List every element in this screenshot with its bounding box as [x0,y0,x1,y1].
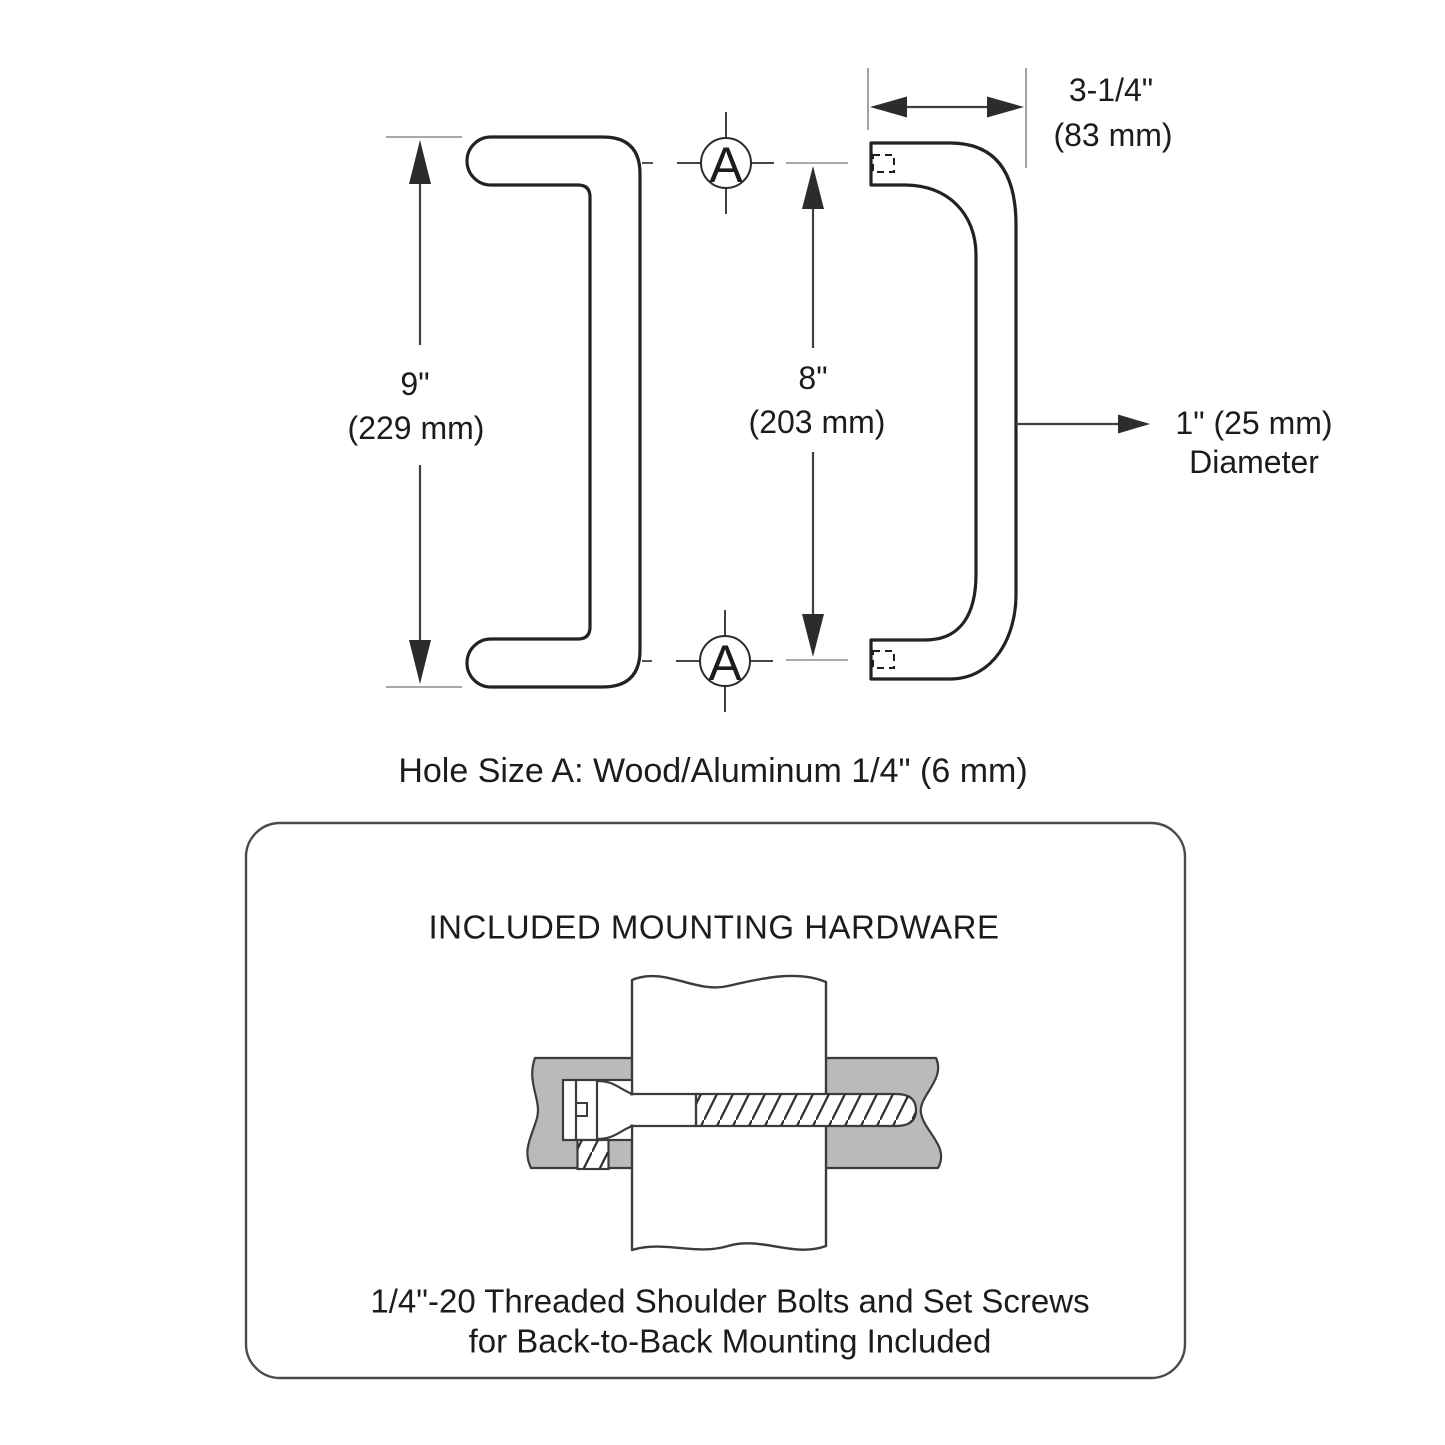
diameter-leader-arrow [1118,415,1150,434]
hardware-caption-line2: for Back-to-Back Mounting Included [468,1322,992,1360]
projection-arrow-left [870,97,907,118]
diameter-leader [1016,415,1150,434]
left-handle-outline [467,137,640,687]
dim-projection-metric: (83 mm) [1053,117,1173,153]
hole-size-note: Hole Size A: Wood/Aluminum 1/4" (6 mm) [398,752,1028,790]
projection-arrow-right [987,97,1024,118]
dim-overall-metric: (229 mm) [347,410,485,446]
bolt-shank [629,1096,697,1125]
ctc-arrow-up [802,166,824,209]
bolt-threads-hatch [696,1094,916,1126]
right-handle-side-view [871,143,1016,679]
overall-arrow-up [409,140,431,184]
ctc-arrow-down [802,614,824,657]
dim-projection-value: 3-1/4" [1068,72,1154,108]
set-screw-hatch [578,1140,609,1169]
dim-diameter-value: 1" (25 mm) [1175,405,1333,441]
right-handle-outline [871,143,1016,679]
overall-arrow-down [409,640,431,684]
hardware-box-title: INCLUDED MOUNTING HARDWARE [428,908,1000,946]
dim-overall-value: 9" [400,366,430,402]
hardware-caption-line1: 1/4"-20 Threaded Shoulder Bolts and Set Screws [370,1282,1090,1320]
dim-diameter-label: Diameter [1189,444,1319,480]
hole-symbol-label-top: A [709,137,743,193]
left-handle-front-view [467,137,640,687]
dim-ctc-value: 8" [798,360,828,396]
hole-symbol-label-bottom: A [708,635,742,691]
dim-ctc-metric: (203 mm) [748,404,886,440]
